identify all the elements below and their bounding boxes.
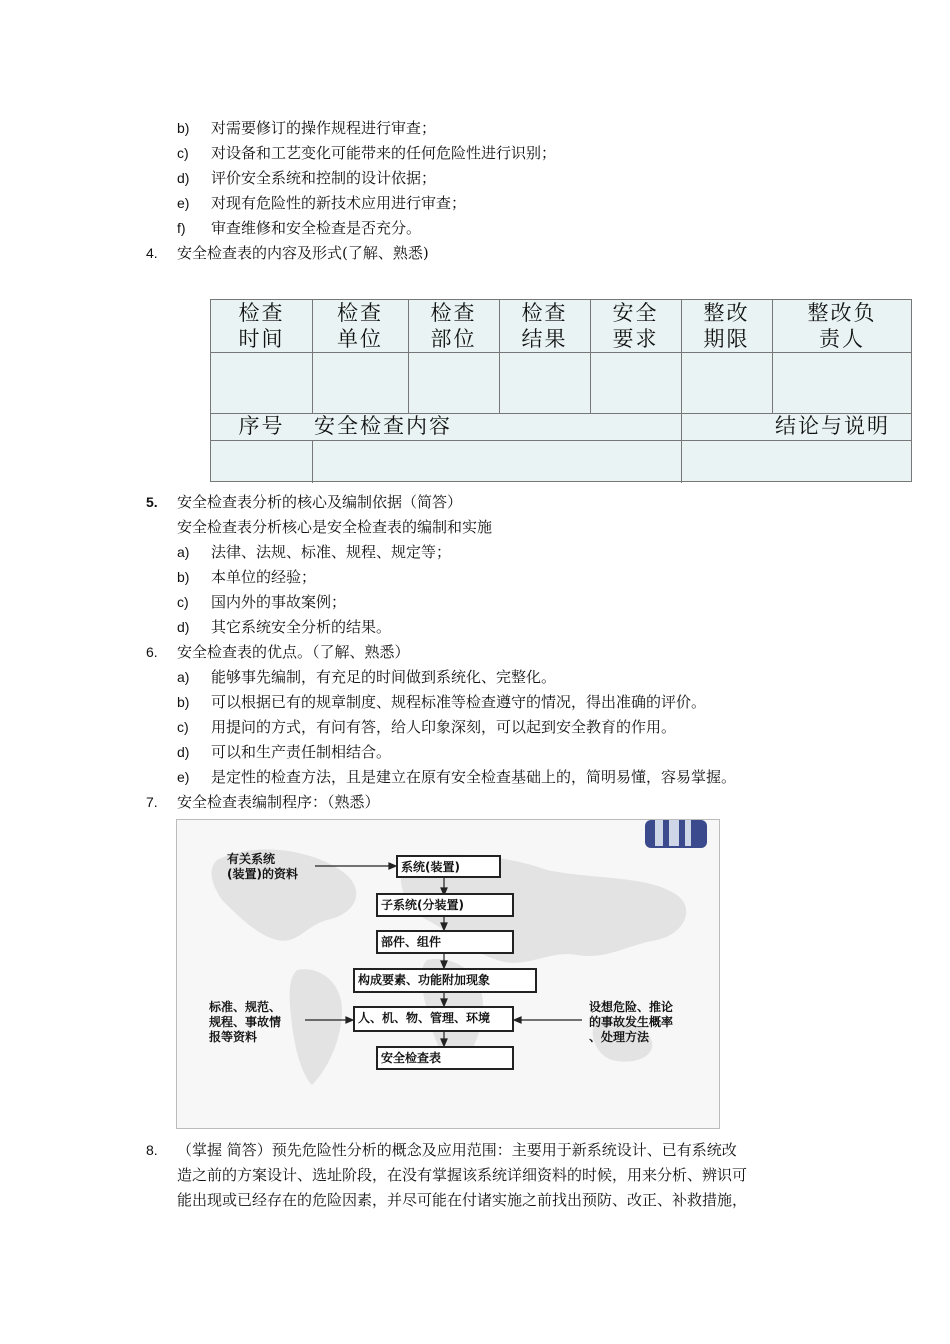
flow-step-factors: 人、机、物、管理、环境 xyxy=(353,1006,514,1032)
table-header-cell: 安全 要求 xyxy=(612,301,659,351)
checklist-form-table xyxy=(210,299,912,482)
paragraph-line: （掌握 简答）预先危险性分析的概念及应用范围：主要用于新系统设计、已有系统改 xyxy=(177,1141,737,1159)
flow-step-elements: 构成要素、功能附加现象 xyxy=(353,968,537,993)
table-header-cell: 检查 结果 xyxy=(521,301,568,351)
list-item: 其它系统安全分析的结果。 xyxy=(211,618,392,636)
section-number: 6. xyxy=(146,644,158,660)
table-header-cell: 检查 单位 xyxy=(337,301,383,351)
list-label: b) xyxy=(177,120,190,136)
list-label: b) xyxy=(177,569,190,585)
list-item: 可以根据已有的规章制度、规程标准等检查遵守的情况，得出准确的评价。 xyxy=(211,693,707,711)
list-label: d) xyxy=(177,744,190,760)
list-label: c) xyxy=(177,145,189,161)
section-title: 安全检查表的内容及形式(了解、熟悉) xyxy=(177,244,429,262)
section-number: 7. xyxy=(146,794,158,810)
flow-step-subsystem: 子系统(分装置) xyxy=(376,893,514,917)
section-title: 安全检查表编制程序：（熟悉） xyxy=(177,793,380,811)
flow-step-components: 部件、组件 xyxy=(376,930,514,954)
list-label: d) xyxy=(177,619,190,635)
list-item: 本单位的经验； xyxy=(211,568,317,586)
table-header-cell: 检查 时间 xyxy=(238,301,285,351)
list-label: b) xyxy=(177,694,190,710)
list-label: c) xyxy=(177,594,189,610)
table-header-cell: 检查 部位 xyxy=(430,301,477,351)
list-item: 可以和生产责任制相结合。 xyxy=(211,743,392,761)
list-item: 对设备和工艺变化可能带来的任何危险性进行识别； xyxy=(211,144,557,162)
input-note-left: 标准、规范、 规程、事故情 报等资料 xyxy=(209,1000,282,1044)
checklist-procedure-flowchart xyxy=(176,819,720,1129)
table-header-cell: 整改 期限 xyxy=(703,301,750,351)
section-number: 4. xyxy=(146,245,158,261)
list-label: e) xyxy=(177,769,190,785)
input-note-top: 有关系统 (装置)的资料 xyxy=(227,852,298,881)
paragraph-line: 能出现或已经存在的危险因素，并尽可能在付诸实施之前找出预防、改正、补救措施， xyxy=(177,1191,748,1209)
list-item: 是定性的检查方法，且是建立在原有安全检查基础上的，简明易懂，容易掌握。 xyxy=(211,768,737,786)
list-label: a) xyxy=(177,669,190,685)
list-item: 对现有危险性的新技术应用进行审查； xyxy=(211,194,467,212)
section-intro: 安全检查表分析核心是安全检查表的编制和实施 xyxy=(177,518,493,536)
list-item: 法律、法规、标准、规程、规定等； xyxy=(211,543,452,561)
section-title: 安全检查表的优点。（了解、熟悉） xyxy=(177,643,410,661)
list-item: 用提问的方式，有问有答，给人印象深刻，可以起到安全教育的作用。 xyxy=(211,718,677,736)
flow-step-checklist: 安全检查表 xyxy=(376,1046,514,1070)
list-label: a) xyxy=(177,544,190,560)
list-label: f) xyxy=(177,220,186,236)
table-header-cell: 整改负 责人 xyxy=(807,301,877,351)
list-item: 国内外的事故案例； xyxy=(211,593,347,611)
list-label: e) xyxy=(177,195,190,211)
input-note-right: 设想危险、推论 的事故发生概率 、处理方法 xyxy=(589,1000,674,1044)
paragraph-line: 造之前的方案设计、选址阶段，在没有掌握该系统详细资料的时候，用来分析、辨识可 xyxy=(177,1166,748,1184)
flow-step-system: 系统(装置) xyxy=(396,855,501,878)
table-header-content: 安全检查内容 xyxy=(314,414,452,438)
table-header-seq: 序号 xyxy=(238,414,285,438)
list-item: 对需要修订的操作规程进行审查； xyxy=(211,119,437,137)
section-number: 5. xyxy=(146,494,158,510)
list-label: c) xyxy=(177,719,189,735)
list-item: 评价安全系统和控制的设计依据； xyxy=(211,169,437,187)
list-item: 审查维修和安全检查是否充分。 xyxy=(211,219,422,237)
list-item: 能够事先编制，有充足的时间做到系统化、完整化。 xyxy=(211,668,557,686)
list-label: d) xyxy=(177,170,190,186)
section-number: 8. xyxy=(146,1142,158,1158)
table-header-conclusion: 结论与说明 xyxy=(775,414,890,438)
section-title: 安全检查表分析的核心及编制依据（简答） xyxy=(177,493,463,511)
